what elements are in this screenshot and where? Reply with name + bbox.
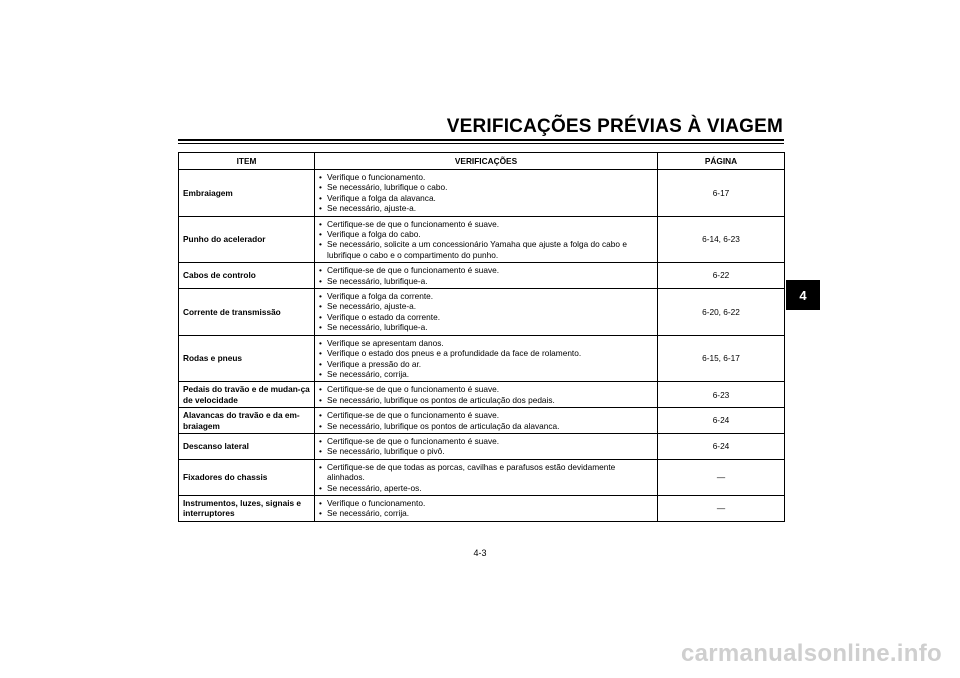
row-page-ref: — bbox=[658, 459, 785, 495]
table-body bbox=[179, 170, 785, 522]
check-item: • Certifique-se de que o funcionamento é suave. bbox=[319, 384, 653, 394]
row-checks-cell bbox=[315, 433, 658, 459]
row-item-name: Pedais do travão e de mudan-ça de velocidade bbox=[179, 382, 315, 408]
check-item: • Se necessário, aperte-os. bbox=[319, 483, 653, 493]
row-checks-cell bbox=[315, 408, 658, 434]
row-item-name: Fixadores do chassis bbox=[179, 459, 315, 495]
checks-list bbox=[319, 172, 653, 214]
row-checks-cell bbox=[315, 170, 658, 217]
row-checks-cell bbox=[315, 216, 658, 263]
check-item: • Certifique-se de que o funcionamento é suave. bbox=[319, 219, 653, 229]
table-row bbox=[179, 433, 785, 459]
check-item: • Certifique-se de que o funcionamento é suave. bbox=[319, 265, 653, 275]
row-item-name: Embraiagem bbox=[179, 170, 315, 217]
title-rule-thick bbox=[178, 139, 784, 141]
row-page-ref: — bbox=[658, 495, 785, 521]
check-item: • Certifique-se de que o funcionamento é suave. bbox=[319, 410, 653, 420]
table-row bbox=[179, 170, 785, 217]
check-item: • Verifique a folga da corrente. bbox=[319, 291, 653, 301]
column-header-item: ITEM bbox=[179, 153, 315, 170]
table-row bbox=[179, 495, 785, 521]
page-title: VERIFICAÇÕES PRÉVIAS À VIAGEM bbox=[446, 116, 783, 137]
pre-ride-checks-table bbox=[178, 152, 785, 522]
table-row bbox=[179, 289, 785, 336]
table-header-row bbox=[179, 153, 785, 170]
row-item-name: Instrumentos, luzes, signais e interruptores bbox=[179, 495, 315, 521]
check-item: • Se necessário, corrija. bbox=[319, 508, 653, 518]
check-item: • Verifique o funcionamento. bbox=[319, 498, 653, 508]
check-item: • Verifique o estado da corrente. bbox=[319, 312, 653, 322]
row-item-name: Cabos de controlo bbox=[179, 263, 315, 289]
checks-list bbox=[319, 291, 653, 333]
table-row bbox=[179, 382, 785, 408]
row-item-name: Descanso lateral bbox=[179, 433, 315, 459]
check-item: • Se necessário, lubrifique o pivô. bbox=[319, 446, 653, 456]
row-checks-cell bbox=[315, 495, 658, 521]
checks-list bbox=[319, 265, 653, 286]
check-item: • Se necessário, lubrifique os pontos de articulação da alavanca. bbox=[319, 421, 653, 431]
row-item-name: Punho do acelerador bbox=[179, 216, 315, 263]
table-row bbox=[179, 335, 785, 382]
row-checks-cell bbox=[315, 335, 658, 382]
row-page-ref: 6-17 bbox=[658, 170, 785, 217]
check-item: • Verifique a folga da alavanca. bbox=[319, 193, 653, 203]
checks-list bbox=[319, 436, 653, 457]
checks-list bbox=[319, 498, 653, 519]
table-row bbox=[179, 408, 785, 434]
row-page-ref: 6-24 bbox=[658, 433, 785, 459]
column-header-page: PÁGINA bbox=[658, 153, 785, 170]
table-row bbox=[179, 459, 785, 495]
check-item: • Certifique-se de que todas as porcas, cavilhas e parafusos estão devidamente alinhados. bbox=[319, 462, 653, 483]
check-item: • Verifique a pressão do ar. bbox=[319, 359, 653, 369]
row-checks-cell bbox=[315, 382, 658, 408]
row-checks-cell bbox=[315, 289, 658, 336]
row-page-ref: 6-22 bbox=[658, 263, 785, 289]
column-header-checks: VERIFICAÇÕES bbox=[315, 153, 658, 170]
row-page-ref: 6-24 bbox=[658, 408, 785, 434]
row-item-name: Corrente de transmissão bbox=[179, 289, 315, 336]
page-number: 4-3 bbox=[473, 548, 487, 558]
check-item: • Verifique o estado dos pneus e a profundidade da face de rolamento. bbox=[319, 348, 653, 358]
check-item: • Se necessário, ajuste-a. bbox=[319, 203, 653, 213]
check-item: • Verifique se apresentam danos. bbox=[319, 338, 653, 348]
checks-list bbox=[319, 384, 653, 405]
row-page-ref: 6-20, 6-22 bbox=[658, 289, 785, 336]
checks-list bbox=[319, 219, 653, 261]
row-checks-cell bbox=[315, 459, 658, 495]
row-item-name: Rodas e pneus bbox=[179, 335, 315, 382]
chapter-tab: 4 bbox=[786, 280, 820, 310]
check-item: • Se necessário, solicite a um concessionário Yamaha que ajuste a folga do cabo e lubrifique o cabo e o compartimento do punho. bbox=[319, 239, 653, 260]
row-item-name: Alavancas do travão e da em-braiagem bbox=[179, 408, 315, 434]
table-row bbox=[179, 263, 785, 289]
check-item: • Se necessário, lubrifique o cabo. bbox=[319, 182, 653, 192]
title-rule-thin bbox=[178, 143, 784, 144]
check-item: • Certifique-se de que o funcionamento é suave. bbox=[319, 436, 653, 446]
row-checks-cell bbox=[315, 263, 658, 289]
checks-list bbox=[319, 338, 653, 380]
check-item: • Se necessário, lubrifique-a. bbox=[319, 322, 653, 332]
row-page-ref: 6-15, 6-17 bbox=[658, 335, 785, 382]
table-row bbox=[179, 216, 785, 263]
watermark: carmanualsonline.info bbox=[680, 640, 942, 667]
row-page-ref: 6-14, 6-23 bbox=[658, 216, 785, 263]
checks-list bbox=[319, 410, 653, 431]
check-item: • Verifique o funcionamento. bbox=[319, 172, 653, 182]
check-item: • Se necessário, lubrifique os pontos de articulação dos pedais. bbox=[319, 395, 653, 405]
check-item: • Verifique a folga do cabo. bbox=[319, 229, 653, 239]
check-item: • Se necessário, lubrifique-a. bbox=[319, 276, 653, 286]
checks-list bbox=[319, 462, 653, 493]
check-item: • Se necessário, ajuste-a. bbox=[319, 301, 653, 311]
row-page-ref: 6-23 bbox=[658, 382, 785, 408]
check-item: • Se necessário, corrija. bbox=[319, 369, 653, 379]
